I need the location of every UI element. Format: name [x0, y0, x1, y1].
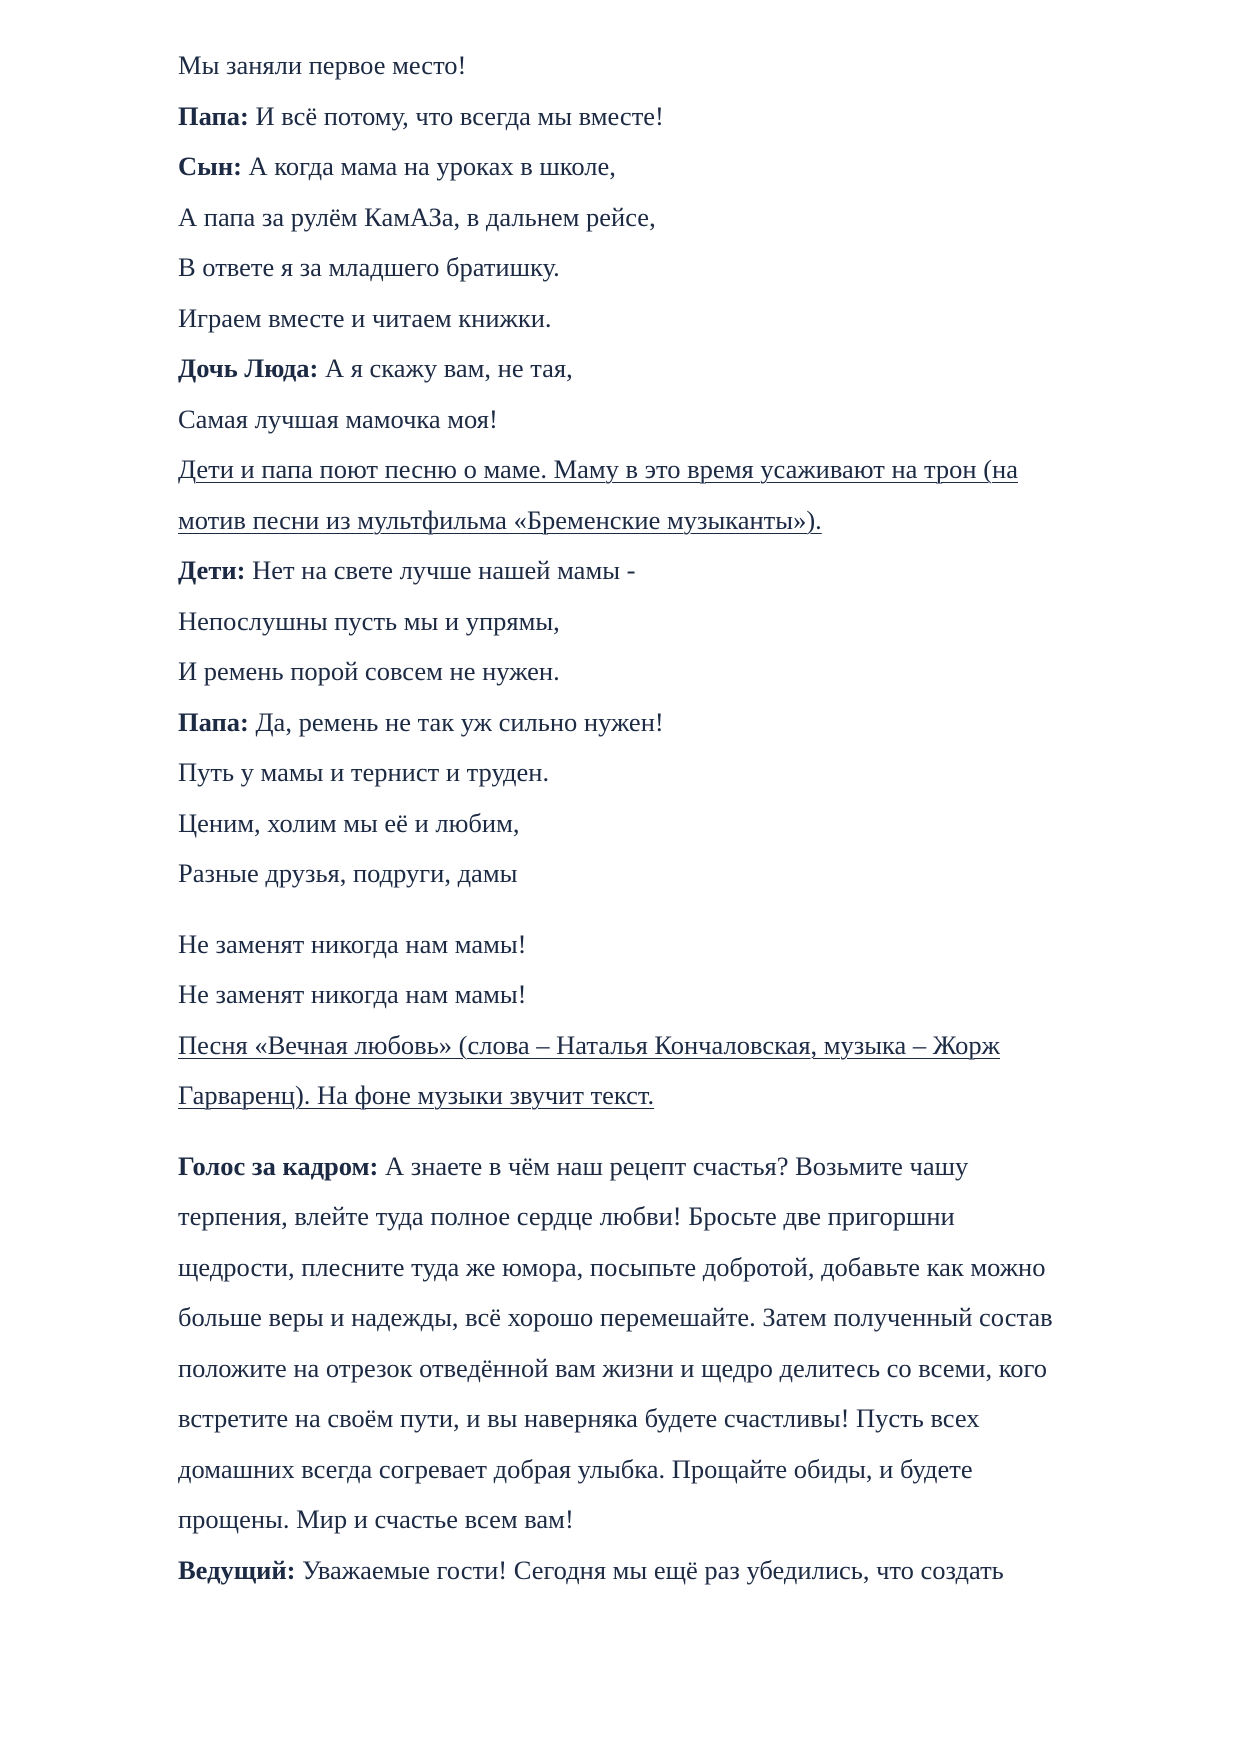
- verse-line: [178, 192, 1158, 243]
- line-text: встретите на своём пути, и вы наверняка будете счастливы! Пусть всех: [178, 1403, 980, 1433]
- line-text: Уважаемые гости! Сегодня мы ещё раз убедились, что создать: [295, 1554, 1004, 1585]
- paragraph-gap: [178, 899, 1158, 919]
- prose-line: [178, 1191, 1158, 1242]
- stage-direction-line: [178, 444, 1158, 495]
- prose-line: [178, 1343, 1158, 1394]
- dialogue-line: [178, 1141, 1158, 1192]
- speaker-name: Папа:: [178, 706, 249, 737]
- line-text: Да, ремень не так уж сильно нужен!: [248, 706, 664, 737]
- prose-line: [178, 1444, 1158, 1495]
- line-text: домашних всегда согревает добрая улыбка. Прощайте обиды, и будете: [178, 1453, 973, 1484]
- line-text: Путь у мамы и тернист и труден.: [178, 757, 550, 787]
- prose-line: [178, 1494, 1158, 1545]
- paragraph-gap: [178, 1121, 1158, 1141]
- verse-line: [178, 747, 1158, 798]
- stage-direction-line: [178, 1020, 1158, 1071]
- speaker-name: Дети:: [178, 555, 246, 585]
- document-page: [178, 40, 1158, 1595]
- verse-line: [178, 919, 1158, 970]
- dialogue-line: [178, 91, 1158, 142]
- line-text: А я скажу вам, не тая,: [318, 353, 573, 383]
- verse-line: [178, 798, 1158, 849]
- speaker-name: Ведущий:: [178, 1554, 296, 1585]
- verse-line: [178, 394, 1158, 445]
- line-text: прощены. Мир и счастье всем вам!: [178, 1504, 574, 1534]
- dialogue-line: [178, 545, 1158, 596]
- speaker-name: Папа:: [178, 100, 249, 131]
- line-text: больше веры и надежды, всё хорошо перемешайте. Затем полученный состав: [178, 1302, 1053, 1332]
- dialogue-line: [178, 141, 1158, 192]
- line-text: А когда мама на уроках в школе,: [241, 151, 616, 181]
- line-text: А знаете в чём наш рецепт счастья? Возьмите чашу: [378, 1150, 969, 1181]
- stage-direction-line: [178, 1070, 1158, 1121]
- line-text: Ценим, холим мы её и любим,: [178, 807, 520, 838]
- dialogue-line: [178, 697, 1158, 748]
- line-text: Играем вместе и читаем книжки.: [178, 302, 552, 333]
- line-text: Не заменят никогда нам мамы!: [178, 928, 527, 959]
- verse-line: [178, 848, 1158, 899]
- speaker-name: Голос за кадром:: [178, 1150, 379, 1181]
- verse-line: [178, 242, 1158, 293]
- verse-line: [178, 293, 1158, 344]
- line-text: Мы заняли первое место!: [178, 50, 467, 80]
- prose-line: [178, 1393, 1158, 1444]
- line-text: А папа за рулём КамАЗа, в дальнем рейсе,: [178, 201, 656, 232]
- stage-direction-line: [178, 495, 1158, 546]
- dialogue-line: [178, 343, 1158, 394]
- line-text: Не заменят никогда нам мамы!: [178, 979, 527, 1009]
- prose-line: [178, 1292, 1158, 1343]
- line-text: В ответе я за младшего братишку.: [178, 252, 560, 282]
- prose-line: [178, 1242, 1158, 1293]
- stage-direction: Дети и папа поют песню о маме. Маму в это время усаживают на трон (на: [178, 454, 1018, 484]
- line-text: Непослушны пусть мы и упрямы,: [178, 605, 560, 636]
- stage-direction: Песня «Вечная любовь» (слова – Наталья Кончаловская, музыка – Жорж: [178, 1029, 1000, 1060]
- line-text: Разные друзья, подруги, дамы: [178, 858, 518, 888]
- speaker-name: Сын:: [178, 151, 242, 181]
- line-text: Нет на свете лучше нашей мамы -: [245, 555, 636, 585]
- line-text: щедрости, плесните туда же юмора, посыпьте добротой, добавьте как можно: [178, 1251, 1046, 1282]
- line-text: терпения, влейте туда полное сердце любви! Бросьте две пригоршни: [178, 1201, 955, 1231]
- line-text: И ремень порой совсем не нужен.: [178, 656, 560, 686]
- line-text: положите на отрезок отведённой вам жизни и щедро делитесь со всеми, кого: [178, 1352, 1047, 1383]
- verse-line: [178, 40, 1158, 91]
- stage-direction: Гарваренц). На фоне музыки звучит текст.: [178, 1080, 655, 1110]
- line-text: И всё потому, что всегда мы вместе!: [248, 100, 664, 131]
- speaker-name: Дочь Люда:: [178, 353, 319, 383]
- verse-line: [178, 969, 1158, 1020]
- stage-direction: мотив песни из мультфильма «Бременские музыканты»).: [178, 504, 822, 535]
- dialogue-line: [178, 1545, 1158, 1596]
- verse-line: [178, 596, 1158, 647]
- verse-line: [178, 646, 1158, 697]
- line-text: Самая лучшая мамочка моя!: [178, 403, 498, 434]
